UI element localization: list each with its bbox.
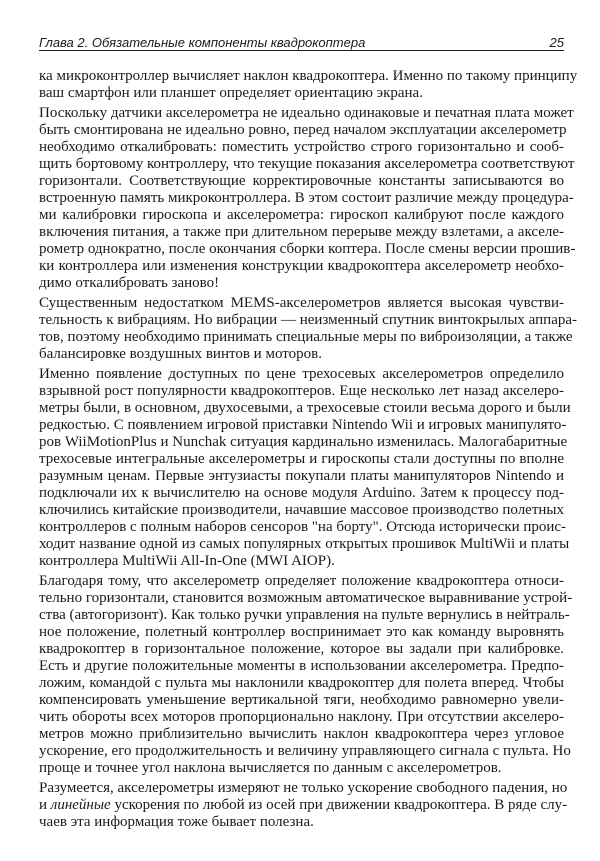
text-line: включения питания, а также при длительном перерыве между взлетами, а акселе- (39, 224, 564, 240)
text-line: балансировке воздушных винтов и моторов. (39, 346, 322, 362)
text-line: подключали их к вычислителю на основе модуля Arduino. Затем к процессу под- (39, 485, 564, 501)
text-line: ваш смартфон или планшет определяет ориентацию экрана. (39, 85, 423, 101)
text-line: ки контроллера или изменения конструкции квадрокоптера акселерометр необхо- (39, 258, 564, 274)
italic-text: линейные (50, 797, 111, 813)
text-line: редкостью. С появлением игровой приставки Nintendo Wii и игровых манипулято- (39, 417, 567, 433)
body-text (39, 68, 578, 834)
text-line: чить обороты всех моторов пропорционально наклону. При отсутствии акселеро- (39, 709, 564, 725)
text-line: взрывной рост популярности квадрокоптеров. Еще несколько лет назад акселеро- (39, 383, 564, 399)
text-line: тельность к вибрациям. Но вибрации — неизменный спутник винтокрылых аппара- (39, 312, 578, 328)
paragraph (39, 573, 573, 777)
text-line: димо откалибровать заново! (39, 275, 220, 291)
paragraph (39, 295, 578, 363)
running-header (39, 35, 564, 51)
text-line: контроллера MultiWii All-In-One (MWI AIOP). (39, 553, 335, 569)
text-line: щить бортовому контроллеру, что текущие показания акселерометра соответствуют (39, 156, 575, 172)
text-line: Есть и другие положительные моменты в использовании акселерометра. Предпо- (39, 658, 564, 674)
text-line: разумным ценам. Первые энтузиасты покупали платы манипуляторов Nintendo и (39, 468, 564, 484)
paragraph (39, 68, 578, 102)
text-line: необходимо откалибровать: поместить устройство строго горизонтально и сооб- (39, 139, 564, 155)
text-line: ства (автогоризонт). Как только ручки управления на пульте вернулись в нейтраль- (39, 607, 570, 623)
text-line: ложим, командой с пульта мы наклонили квадрокоптер для полета вперед. Чтобы (39, 675, 564, 691)
paragraph (39, 366, 571, 570)
text-line: ми калибровки гироскопа и акселерометра: гироскоп калибруют после каждого (39, 207, 564, 223)
text-line: Именно появление доступных по цене трехосевых акселерометров определило (39, 366, 564, 382)
text-line: горизонтали. Соответствующие корректировочные константы записываются во (39, 173, 564, 189)
text-line: компенсировать уменьшение вертикальной тяги, необходимо равномерно увели- (39, 692, 564, 708)
text-line: Существенным недостатком MEMS-акселерометров является высокая чувстви- (39, 295, 564, 311)
text-line: Поскольку датчики акселерометра не идеально одинаковые и печатная плата может (39, 105, 574, 121)
text-line: ускорение, его продолжительность и величину управляющего сигнала с пульта. Но (39, 743, 571, 759)
text-line (39, 797, 568, 814)
text-line: Благодаря тому, что акселерометр определяет положение квадрокоптера относи- (39, 573, 564, 589)
chapter-title: Глава 2. Обязательные компоненты квадрокоптера (39, 35, 366, 50)
text-line: трехосевые интегральные акселерометры и гироскопы стали доступны по вполне (39, 451, 564, 467)
text-segment: ускорения по любой из осей при движении квадрокоптера. В ряде слу- (110, 797, 568, 813)
text-line: чаев эта информация тоже бывает полезна. (39, 814, 314, 830)
text-line: быть смонтирована не идеально ровно, перед началом эксплуатации акселерометр (39, 122, 567, 138)
text-line: тельно горизонтали, становится возможным автоматическое выравнивание устрой- (39, 590, 573, 606)
text-line: тов, поэтому необходимо принимать специальные меры по виброизоляции, а также (39, 329, 573, 345)
text-line: проще и точнее угол наклона вычисляется по данным с акселерометров. (39, 760, 502, 776)
text-line: Разумеется, акселерометры измеряют не только ускорение свободного падения, но (39, 780, 568, 796)
text-line: рометр однократно, после окончания сборки коптера. После смены версии прошив- (39, 241, 576, 257)
text-line: метры были, в основном, двухосевыми, а трехосевые стоили весьма дорого и были (39, 400, 571, 416)
text-line: контроллеров с полным наборов сенсоров "на борту". Отсюда исторически проис- (39, 519, 567, 535)
text-segment: и (39, 797, 51, 813)
page-number: 25 (549, 35, 564, 50)
text-line: ходит название одной из самых популярных открытых прошивок MultiWii и платы (39, 536, 570, 552)
text-line: ключились китайские производители, начавшие массовое производство полетных (39, 502, 564, 518)
text-line: ров WiiMotionPlus и Nunchak ситуация кардинально изменилась. Малогабаритные (39, 434, 568, 450)
text-line: метров можно приблизительно вычислить наклон квадрокоптера через угловое (39, 726, 564, 742)
text-line: ка микроконтроллер вычисляет наклон квадрокоптера. Именно по такому принципу (39, 68, 578, 84)
text-line: ное положение, полетный контроллер воспринимает это как команду выровнять (39, 624, 564, 640)
text-line: квадрокоптер в горизонтальное положение, которое вы задали при калибровке. (39, 641, 564, 657)
paragraph (39, 780, 568, 831)
paragraph (39, 105, 576, 292)
text-line: встроенную память микроконтроллера. В этом состоит различие между процедура- (39, 190, 574, 206)
